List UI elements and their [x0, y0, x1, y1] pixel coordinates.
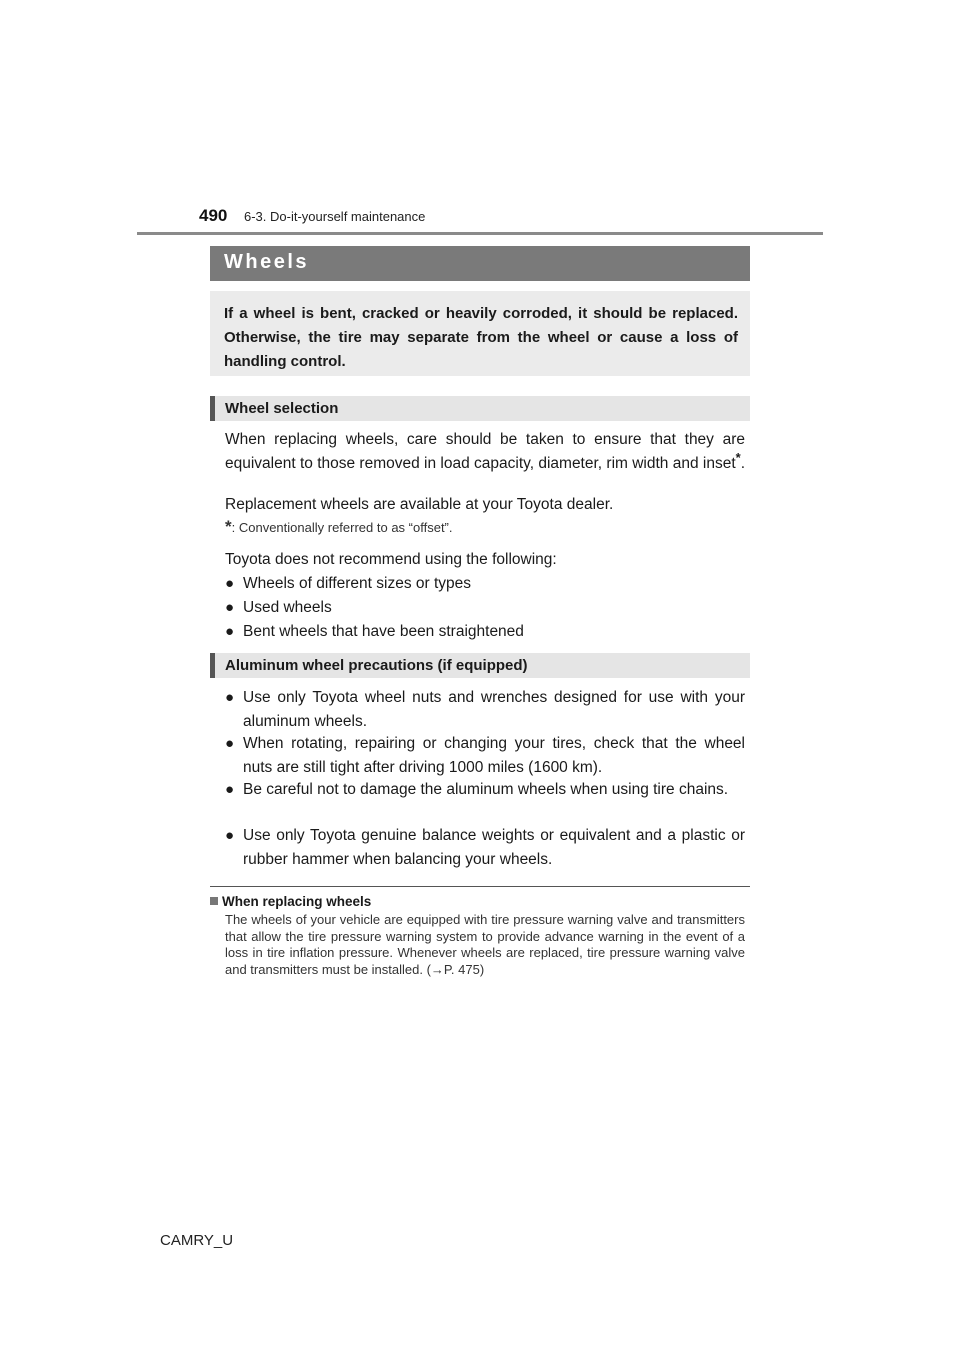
aluminum-precautions-heading-label: Aluminum wheel precautions (if equipped) [225, 657, 528, 674]
wheel-selection-heading-label: Wheel selection [225, 400, 339, 417]
intro-text: If a wheel is bent, cracked or heavily corroded, it should be replaced. Otherwise, the tire may separate from the wheel or cause a loss of handling control. [224, 305, 738, 370]
page-number: 490 [199, 206, 228, 225]
list-item-text: Bent wheels that have been straightened [243, 623, 524, 640]
list-item [225, 572, 745, 596]
footnote-text: : Conventionally referred to as “offset”. [231, 520, 453, 535]
header-rule [137, 232, 823, 235]
list-item-text: Used wheels [243, 599, 332, 616]
list-item [225, 778, 745, 802]
wheel-selection-paragraph [225, 428, 745, 476]
wheel-selection-heading [210, 396, 750, 421]
bullet-icon: ● [225, 735, 235, 752]
list-item-text: Wheels of different sizes or types [243, 575, 472, 592]
list-item-text: Be careful not to damage the aluminum wheels when using tire chains. [243, 781, 729, 798]
list-item [225, 732, 745, 780]
footnote-marker: * [735, 449, 741, 465]
note-heading-label: When replacing wheels [222, 894, 372, 909]
list-item [225, 620, 745, 644]
aluminum-precautions-heading [210, 653, 750, 678]
bullet-icon: ● [225, 781, 235, 798]
square-bullet-icon [210, 897, 218, 905]
list-item [225, 596, 745, 620]
note-body: The wheels of your vehicle are equipped with tire pressure warning valve and transmitters that allow the tire pressure warning system to provide advance warning in the event of a loss in tire inflation pressure. Whenever wheels are replaced, tire pressure warning valve and transmitters must be installed. (→P. 475) [225, 912, 745, 977]
list-item-text: Use only Toyota wheel nuts and wrenches designed for use with your aluminum wheels. [243, 689, 745, 730]
bullet-icon: ● [225, 599, 235, 616]
footer-code: CAMRY_U [160, 1232, 234, 1249]
title-bar [210, 246, 750, 281]
paragraph-period: . [740, 455, 746, 472]
bullet-icon: ● [225, 623, 235, 640]
note-heading [210, 894, 371, 909]
not-recommended-paragraph: Toyota does not recommend using the following: [225, 551, 557, 568]
page-title: Wheels [224, 251, 310, 273]
intro-box [210, 291, 750, 376]
list-item-text: When rotating, repairing or changing your tires, check that the wheel nuts are still tight after driving 1000 miles (1600 km). [243, 735, 745, 776]
dealer-paragraph: Replacement wheels are available at your Toyota dealer. [225, 496, 614, 513]
note-divider [210, 886, 750, 887]
list-item [225, 686, 745, 734]
bullet-icon: ● [225, 689, 235, 706]
bullet-icon: ● [225, 827, 235, 844]
list-item-text: Use only Toyota genuine balance weights or equivalent and a plastic or rubber hammer when balancing your wheels. [243, 827, 745, 868]
wheel-selection-paragraph-text: When replacing wheels, care should be taken to ensure that they are equivalent to those removed in load capacity, diameter, rim width and inset [225, 431, 745, 472]
list-item [225, 824, 745, 872]
bullet-icon: ● [225, 575, 235, 592]
section-title: 6-3. Do-it-yourself maintenance [244, 209, 426, 224]
footnote [225, 517, 453, 537]
footnote-asterisk: * [225, 517, 232, 536]
